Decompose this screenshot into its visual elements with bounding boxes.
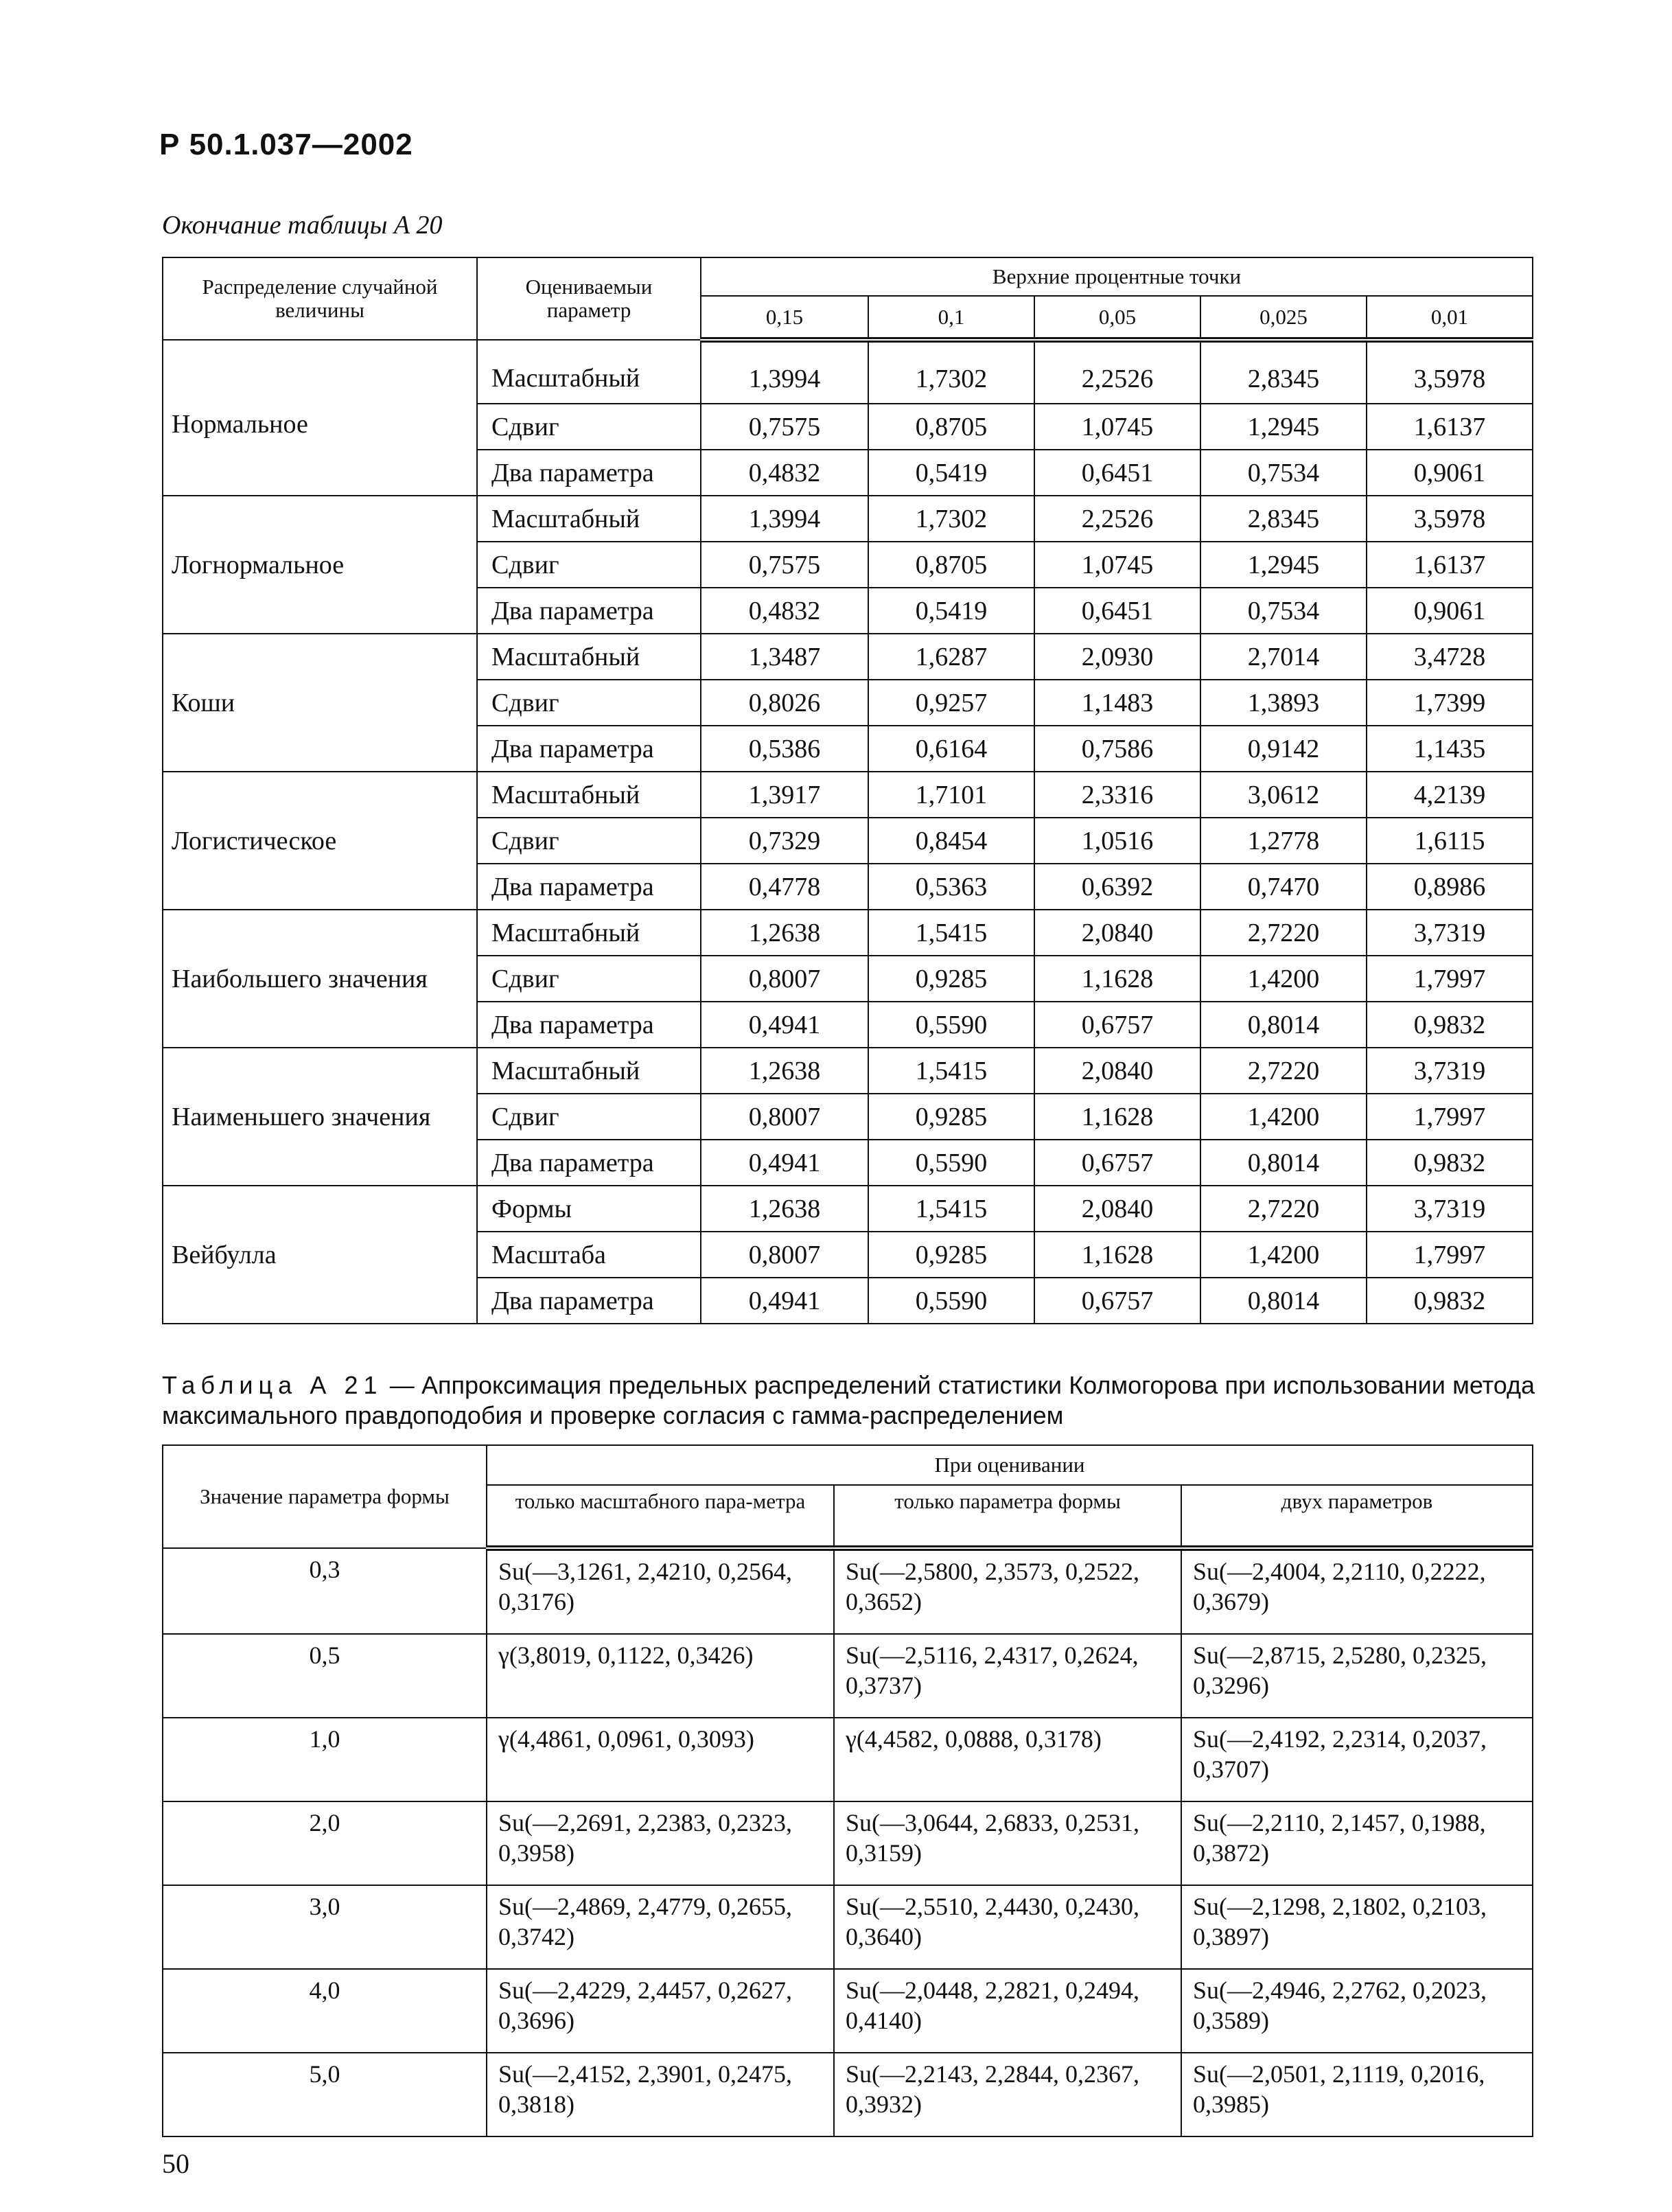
parameter-name: Сдвиг xyxy=(477,956,701,1002)
parameter-name: Два параметра xyxy=(477,726,701,772)
percent-point-value: 0,7470 xyxy=(1200,864,1367,910)
percent-point-value: 1,0745 xyxy=(1034,404,1200,450)
shape-value: 1,0 xyxy=(163,1718,487,1801)
percent-point-value: 0,8014 xyxy=(1200,1002,1367,1048)
percent-point-value: 1,7399 xyxy=(1367,680,1533,726)
approximation-cell: Su(—3,0644, 2,6833, 0,2531, 0,3159) xyxy=(834,1801,1181,1885)
percent-point-value: 1,1435 xyxy=(1367,726,1533,772)
table-row xyxy=(163,772,1533,818)
percent-point-value: 1,7302 xyxy=(868,496,1034,542)
approximation-cell: Su(—2,5510, 2,4430, 0,2430, 0,3640) xyxy=(834,1885,1181,1969)
parameter-name: Два параметра xyxy=(477,1002,701,1048)
percent-point-value: 3,7319 xyxy=(1367,1186,1533,1232)
percent-point-value: 1,3994 xyxy=(701,496,868,542)
percent-point-value: 0,6164 xyxy=(868,726,1034,772)
parameter-name: Масштабный xyxy=(477,1048,701,1094)
parameter-name: Масштабный xyxy=(477,772,701,818)
parameter-name: Формы xyxy=(477,1186,701,1232)
approximation-cell: Su(—2,0501, 2,1119, 0,2016, 0,3985) xyxy=(1181,2053,1533,2136)
percent-point-value: 0,9061 xyxy=(1367,450,1533,496)
percent-point-value: 0,8705 xyxy=(868,404,1034,450)
percent-point-value: 1,7101 xyxy=(868,772,1034,818)
percent-point-value: 3,7319 xyxy=(1367,910,1533,956)
percent-point-value: 0,9061 xyxy=(1367,588,1533,634)
parameter-name: Масштабный xyxy=(477,496,701,542)
percent-point-value: 0,7575 xyxy=(701,404,868,450)
percent-point-value: 1,7302 xyxy=(868,340,1034,404)
approximation-cell: Su(—2,4869, 2,4779, 0,2655, 0,3742) xyxy=(487,1885,834,1969)
percent-point-value: 2,8345 xyxy=(1200,496,1367,542)
approximation-cell: Su(—2,5116, 2,4317, 0,2624, 0,3737) xyxy=(834,1634,1181,1718)
percent-point-value: 3,0612 xyxy=(1200,772,1367,818)
percent-point-value: 1,4200 xyxy=(1200,1232,1367,1278)
percent-point-value: 0,8014 xyxy=(1200,1278,1367,1324)
shape-value: 4,0 xyxy=(163,1969,487,2053)
percent-point-value: 0,7329 xyxy=(701,818,868,864)
percent-point-value: 0,9257 xyxy=(868,680,1034,726)
shape-value: 3,0 xyxy=(163,1885,487,1969)
percent-point-value: 2,0840 xyxy=(1034,1048,1200,1094)
parameter-name: Два параметра xyxy=(477,588,701,634)
parameter-name: Два параметра xyxy=(477,1140,701,1186)
header-percent-points: Верхние процентные точки xyxy=(701,257,1533,296)
percent-point-value: 1,6287 xyxy=(868,634,1034,680)
approximation-cell: Su(—2,4192, 2,2314, 0,2037, 0,3707) xyxy=(1181,1718,1533,1801)
percent-point-value: 1,3994 xyxy=(701,340,868,404)
percent-point-value: 0,4832 xyxy=(701,450,868,496)
distribution-name: Коши xyxy=(163,634,477,772)
percent-point-value: 0,6451 xyxy=(1034,588,1200,634)
percent-point-value: 2,2526 xyxy=(1034,496,1200,542)
percent-point-value: 1,5415 xyxy=(868,910,1034,956)
percent-point-value: 3,4728 xyxy=(1367,634,1533,680)
shape-value: 2,0 xyxy=(163,1801,487,1885)
approximation-cell: Su(—2,1298, 2,1802, 0,2103, 0,3897) xyxy=(1181,1885,1533,1969)
percent-point-value: 1,2945 xyxy=(1200,404,1367,450)
approximation-cell: Su(—2,5800, 2,3573, 0,2522, 0,3652) xyxy=(834,1548,1181,1634)
approximation-cell: Su(—2,2691, 2,2383, 0,2323, 0,3958) xyxy=(487,1801,834,1885)
percent-point-value: 1,5415 xyxy=(868,1186,1034,1232)
header-scale-only: только масштабного пара-метра xyxy=(487,1485,834,1548)
table-a20-caption: Окончание таблицы А 20 xyxy=(162,211,443,240)
distribution-name: Вейбулла xyxy=(163,1186,477,1324)
percent-point-value: 0,8705 xyxy=(868,542,1034,588)
percent-point-value: 0,9285 xyxy=(868,1232,1034,1278)
distribution-name: Нормальное xyxy=(163,340,477,496)
document-code: Р 50.1.037—2002 xyxy=(159,128,413,161)
percent-point-value: 0,6757 xyxy=(1034,1140,1200,1186)
percent-point-value: 0,6757 xyxy=(1034,1278,1200,1324)
percent-point-value: 0,9285 xyxy=(868,956,1034,1002)
table-row xyxy=(163,1718,1533,1801)
approximation-cell: Su(—2,8715, 2,5280, 0,2325, 0,3296) xyxy=(1181,1634,1533,1718)
percent-point-value: 0,8986 xyxy=(1367,864,1533,910)
parameter-name: Масштабный xyxy=(477,340,701,404)
parameter-name: Два параметра xyxy=(477,864,701,910)
percent-point-value: 1,1483 xyxy=(1034,680,1200,726)
percent-point-value: 2,7220 xyxy=(1200,1048,1367,1094)
header-point: 0,01 xyxy=(1367,296,1533,340)
percent-point-value: 1,7997 xyxy=(1367,1232,1533,1278)
percent-point-value: 2,7014 xyxy=(1200,634,1367,680)
percent-point-value: 0,4941 xyxy=(701,1278,868,1324)
parameter-name: Масштабный xyxy=(477,910,701,956)
percent-point-value: 1,6115 xyxy=(1367,818,1533,864)
table-row xyxy=(163,1801,1533,1885)
percent-point-value: 1,1628 xyxy=(1034,1094,1200,1140)
percent-point-value: 0,9832 xyxy=(1367,1278,1533,1324)
percent-point-value: 0,7575 xyxy=(701,542,868,588)
page-number: 50 xyxy=(162,2148,189,2179)
percent-point-value: 2,3316 xyxy=(1034,772,1200,818)
table-row xyxy=(163,910,1533,956)
table-row xyxy=(163,1186,1533,1232)
percent-point-value: 1,6137 xyxy=(1367,404,1533,450)
percent-point-value: 0,8026 xyxy=(701,680,868,726)
parameter-name: Два параметра xyxy=(477,450,701,496)
percent-point-value: 0,9832 xyxy=(1367,1002,1533,1048)
percent-point-value: 0,8007 xyxy=(701,1232,868,1278)
approximation-cell: γ(4,4582, 0,0888, 0,3178) xyxy=(834,1718,1181,1801)
percent-point-value: 1,6137 xyxy=(1367,542,1533,588)
parameter-name: Масштаба xyxy=(477,1232,701,1278)
percent-point-value: 1,4200 xyxy=(1200,956,1367,1002)
percent-point-value: 1,2638 xyxy=(701,1048,868,1094)
table-a21-title xyxy=(162,1370,1535,1431)
percent-point-value: 0,4941 xyxy=(701,1140,868,1186)
distribution-name: Наибольшего значения xyxy=(163,910,477,1048)
header-point: 0,15 xyxy=(701,296,868,340)
percent-point-value: 1,3893 xyxy=(1200,680,1367,726)
table-row xyxy=(163,340,1533,404)
header-point: 0,025 xyxy=(1200,296,1367,340)
parameter-name: Сдвиг xyxy=(477,818,701,864)
percent-point-value: 1,2638 xyxy=(701,910,868,956)
percent-point-value: 0,4941 xyxy=(701,1002,868,1048)
percent-point-value: 0,6451 xyxy=(1034,450,1200,496)
table-a21-body xyxy=(163,1548,1533,2136)
percent-point-value: 3,5978 xyxy=(1367,340,1533,404)
percent-point-value: 0,9285 xyxy=(868,1094,1034,1140)
table-a21-label: Таблица А 21 xyxy=(162,1371,383,1399)
distribution-name: Логнормальное xyxy=(163,496,477,634)
percent-point-value: 0,4778 xyxy=(701,864,868,910)
table-row xyxy=(163,496,1533,542)
percent-point-value: 2,7220 xyxy=(1200,910,1367,956)
table-row xyxy=(163,1634,1533,1718)
shape-value: 0,5 xyxy=(163,1634,487,1718)
percent-point-value: 0,8014 xyxy=(1200,1140,1367,1186)
header-parameter: Оцениваемыи параметр xyxy=(477,257,701,340)
table-a21-title-text: — Аппроксимация предельных распределений статистики Колмогорова при использовании метода максимального правдоподобия и проверке согласия с гамма-распределением xyxy=(162,1371,1535,1429)
approximation-cell: Su(—2,4152, 2,3901, 0,2475, 0,3818) xyxy=(487,2053,834,2136)
header-both-params: двух параметров xyxy=(1181,1485,1533,1548)
table-row xyxy=(163,1048,1533,1094)
percent-point-value: 3,5978 xyxy=(1367,496,1533,542)
table-a21 xyxy=(162,1444,1533,2137)
percent-point-value: 0,9142 xyxy=(1200,726,1367,772)
percent-point-value: 1,1628 xyxy=(1034,956,1200,1002)
percent-point-value: 0,4832 xyxy=(701,588,868,634)
percent-point-value: 2,0840 xyxy=(1034,910,1200,956)
table-row xyxy=(163,1548,1533,1634)
percent-point-value: 1,1628 xyxy=(1034,1232,1200,1278)
percent-point-value: 0,7534 xyxy=(1200,588,1367,634)
approximation-cell: Su(—2,0448, 2,2821, 0,2494, 0,4140) xyxy=(834,1969,1181,2053)
percent-point-value: 0,5590 xyxy=(868,1278,1034,1324)
percent-point-value: 0,7586 xyxy=(1034,726,1200,772)
header-point: 0,05 xyxy=(1034,296,1200,340)
percent-point-value: 2,2526 xyxy=(1034,340,1200,404)
percent-point-value: 4,2139 xyxy=(1367,772,1533,818)
percent-point-value: 0,5590 xyxy=(868,1002,1034,1048)
percent-point-value: 0,8454 xyxy=(868,818,1034,864)
percent-point-value: 1,3917 xyxy=(701,772,868,818)
percent-point-value: 1,0516 xyxy=(1034,818,1200,864)
percent-point-value: 0,7534 xyxy=(1200,450,1367,496)
approximation-cell: Su(—2,4229, 2,4457, 0,2627, 0,3696) xyxy=(487,1969,834,2053)
table-row xyxy=(163,1969,1533,2053)
percent-point-value: 1,3487 xyxy=(701,634,868,680)
percent-point-value: 1,7997 xyxy=(1367,956,1533,1002)
table-a20-body xyxy=(163,340,1533,1324)
percent-point-value: 1,7997 xyxy=(1367,1094,1533,1140)
percent-point-value: 0,6392 xyxy=(1034,864,1200,910)
approximation-cell: γ(3,8019, 0,1122, 0,3426) xyxy=(487,1634,834,1718)
percent-point-value: 1,4200 xyxy=(1200,1094,1367,1140)
percent-point-value: 0,5419 xyxy=(868,588,1034,634)
table-row xyxy=(163,2053,1533,2136)
approximation-cell: Su(—2,4004, 2,2110, 0,2222, 0,3679) xyxy=(1181,1548,1533,1634)
percent-point-value: 1,2638 xyxy=(701,1186,868,1232)
percent-point-value: 1,2778 xyxy=(1200,818,1367,864)
table-a20 xyxy=(162,257,1533,1324)
parameter-name: Сдвиг xyxy=(477,542,701,588)
header-point: 0,1 xyxy=(868,296,1034,340)
header-shape-only: только параметра формы xyxy=(834,1485,1181,1548)
parameter-name: Сдвиг xyxy=(477,1094,701,1140)
percent-point-value: 2,0930 xyxy=(1034,634,1200,680)
parameter-name: Два параметра xyxy=(477,1278,701,1324)
header-shape-value: Значение параметра формы xyxy=(163,1445,487,1548)
percent-point-value: 1,5415 xyxy=(868,1048,1034,1094)
table-row xyxy=(163,1885,1533,1969)
shape-value: 5,0 xyxy=(163,2053,487,2136)
parameter-name: Сдвиг xyxy=(477,404,701,450)
approximation-cell: γ(4,4861, 0,0961, 0,3093) xyxy=(487,1718,834,1801)
percent-point-value: 0,6757 xyxy=(1034,1002,1200,1048)
percent-point-value: 2,0840 xyxy=(1034,1186,1200,1232)
header-distribution: Распределение случайной величины xyxy=(163,257,477,340)
parameter-name: Сдвиг xyxy=(477,680,701,726)
approximation-cell: Su(—3,1261, 2,4210, 0,2564, 0,3176) xyxy=(487,1548,834,1634)
percent-point-value: 0,9832 xyxy=(1367,1140,1533,1186)
percent-point-value: 1,0745 xyxy=(1034,542,1200,588)
percent-point-value: 0,8007 xyxy=(701,1094,868,1140)
percent-point-value: 0,5363 xyxy=(868,864,1034,910)
distribution-name: Наименьшего значения xyxy=(163,1048,477,1186)
shape-value: 0,3 xyxy=(163,1548,487,1634)
percent-point-value: 0,5386 xyxy=(701,726,868,772)
percent-point-value: 3,7319 xyxy=(1367,1048,1533,1094)
approximation-cell: Su(—2,4946, 2,2762, 0,2023, 0,3589) xyxy=(1181,1969,1533,2053)
percent-point-value: 2,8345 xyxy=(1200,340,1367,404)
percent-point-value: 0,5590 xyxy=(868,1140,1034,1186)
percent-point-value: 0,8007 xyxy=(701,956,868,1002)
parameter-name: Масштабный xyxy=(477,634,701,680)
percent-point-value: 2,7220 xyxy=(1200,1186,1367,1232)
percent-point-value: 0,5419 xyxy=(868,450,1034,496)
table-row xyxy=(163,634,1533,680)
approximation-cell: Su(—2,2143, 2,2844, 0,2367, 0,3932) xyxy=(834,2053,1181,2136)
header-estimation: При оценивании xyxy=(487,1445,1533,1485)
distribution-name: Логистическое xyxy=(163,772,477,910)
percent-point-value: 1,2945 xyxy=(1200,542,1367,588)
approximation-cell: Su(—2,2110, 2,1457, 0,1988, 0,3872) xyxy=(1181,1801,1533,1885)
